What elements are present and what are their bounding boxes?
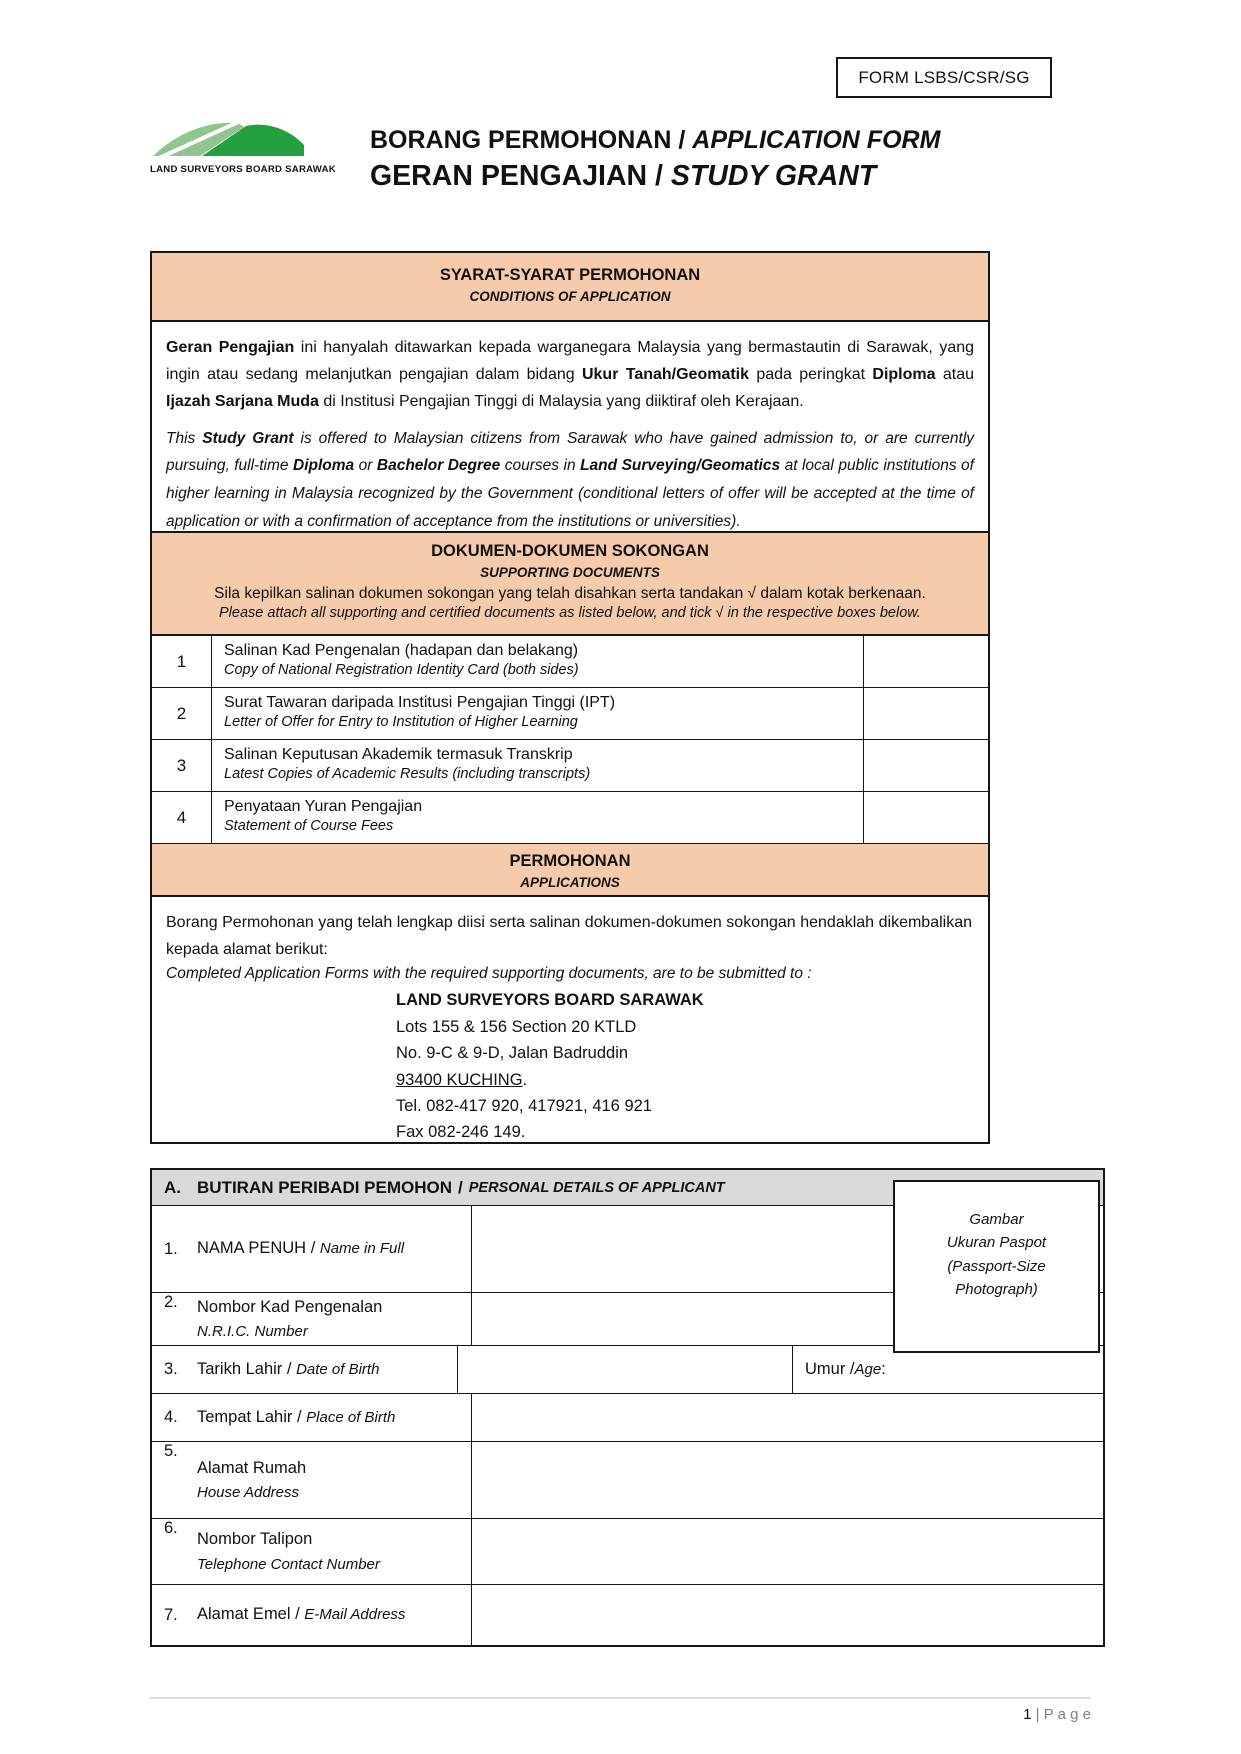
field-number: 5. xyxy=(164,1442,178,1460)
conditions-paragraph-en: This Study Grant is offered to Malaysian citizens from Sarawak who have gained admission to, or are currently pursuing, full-time Diploma or Bachelor Degree courses in Land Surveying/Geomatics at local public institutions of higher learning in Malaysia recognized by the Government (conditional letters of offer will be accepted at the time of application or with a confirmation of acceptance from the institutions or universities). xyxy=(166,429,975,531)
field-number: 2. xyxy=(164,1293,178,1311)
photo-box-caption-line: Gambar xyxy=(969,1211,1024,1228)
document-row-3 xyxy=(152,740,988,792)
form-title-line2: GERAN PENGAJIAN / STUDY GRANT xyxy=(370,160,877,192)
tick-box-cell-2[interactable] xyxy=(864,688,988,739)
field-label xyxy=(152,1206,472,1292)
title-ms1: BORANG PERMOHONAN xyxy=(370,126,672,154)
personal-details-row-4 xyxy=(152,1394,1103,1442)
field-name: Alamat Emel / E-Mail Address xyxy=(197,1605,406,1624)
title-en1: APPLICATION FORM xyxy=(692,126,941,154)
input-cell[interactable] xyxy=(472,1519,1103,1584)
document-name-en: Statement of Course Fees xyxy=(224,818,394,834)
address-line1: Lots 155 & 156 Section 20 KTLD xyxy=(396,1017,637,1036)
tick-box-cell-3[interactable] xyxy=(864,740,988,791)
photo-box-caption-line: Photograph) xyxy=(955,1280,1038,1298)
logo-graphic xyxy=(150,116,312,162)
document-description xyxy=(212,636,864,687)
field-name: Tempat Lahir / Place of Birth xyxy=(197,1407,396,1426)
conditions-body xyxy=(152,322,988,533)
personal-details-row-5 xyxy=(152,1442,1103,1519)
document-name-ms: Salinan Kad Pengenalan (hadapan dan belakang) xyxy=(224,642,579,659)
field-name: Tarikh Lahir / Date of Birth xyxy=(197,1359,380,1378)
title-ms2: GERAN PENGAJIAN xyxy=(370,160,648,192)
document-name-en: Letter of Offer for Entry to Institution of Higher Learning xyxy=(224,714,578,730)
field-number: 6. xyxy=(164,1519,178,1537)
section-a-title-ms: BUTIRAN PERIBADI PEMOHON xyxy=(197,1177,453,1197)
field-label xyxy=(152,1394,472,1441)
document-row-4 xyxy=(152,792,988,844)
conditions-header xyxy=(152,253,988,322)
address-name: LAND SURVEYORS BOARD SARAWAK xyxy=(396,991,704,1010)
photo-box-caption-line: (Passport-Size xyxy=(947,1257,1046,1275)
field-name: Alamat Rumah House Address xyxy=(197,1458,307,1502)
logo-caption: LAND SURVEYORS BOARD SARAWAK xyxy=(150,164,336,175)
document-number: 2 xyxy=(152,688,212,739)
logo xyxy=(150,116,336,175)
field-name: Nombor Talipon Telephone Contact Number xyxy=(197,1530,380,1573)
section-a-title-en: PERSONAL DETAILS OF APPLICANT xyxy=(468,1179,725,1196)
document-row-1 xyxy=(152,636,988,688)
document-row-2 xyxy=(152,688,988,740)
applications-title-ms: PERMOHONAN xyxy=(509,852,631,870)
field-number: 4. xyxy=(164,1408,178,1426)
field-label xyxy=(152,1585,472,1645)
field-label xyxy=(152,1442,472,1518)
title-en2: STUDY GRANT xyxy=(670,160,877,192)
applications-title-en: APPLICATIONS xyxy=(520,875,620,890)
field-number: 7. xyxy=(164,1605,178,1624)
photo-box[interactable] xyxy=(893,1180,1100,1353)
document-number: 3 xyxy=(152,740,212,791)
documents-title-ms: DOKUMEN-DOKUMEN SOKONGAN xyxy=(431,542,709,560)
address-phone: Tel. 082-417 920, 417921, 416 921 xyxy=(396,1096,652,1115)
main-table xyxy=(150,251,990,1144)
address-line2: No. 9-C & 9-D, Jalan Badruddin xyxy=(396,1044,629,1063)
document-name-ms: Salinan Keputusan Akademik termasuk Transkrip xyxy=(224,746,573,763)
documents-header xyxy=(152,533,988,636)
input-cell[interactable] xyxy=(472,1394,1103,1441)
conditions-title-en: CONDITIONS OF APPLICATION xyxy=(469,289,671,304)
applications-text-en: Completed Application Forms with the required supporting documents, are to be submitted to : xyxy=(166,965,812,983)
address-line3: 93400 KUCHING. xyxy=(396,1070,528,1089)
document-number: 4 xyxy=(152,792,212,843)
document-description xyxy=(212,688,864,739)
applications-text-ms: Borang Permohonan yang telah lengkap diisi serta salinan dokumen-dokumen sokongan hendaklah dikembalikan kepada alamat berikut: xyxy=(166,914,972,959)
document-description xyxy=(212,740,864,791)
field-label xyxy=(152,1519,472,1584)
conditions-paragraph-ms: Geran Pengajian ini hanyalah ditawarkan kepada warganegara Malaysia yang bermastautin di Sarawak, yang ingin atau sedang melanjutkan pengajian dalam bidang Ukur Tanah/Geomatik pada peringkat Diploma atau Ijazah Sarjana Muda di Institusi Pengajian Tinggi di Malaysia yang diiktiraf oleh Kerajaan. xyxy=(166,339,975,411)
field-label xyxy=(152,1346,458,1393)
field-name: Nombor Kad Pengenalan N.R.I.C. Number xyxy=(197,1297,383,1341)
personal-details-row-6 xyxy=(152,1519,1103,1585)
form-code: FORM LSBS/CSR/SG xyxy=(858,67,1030,87)
form-title xyxy=(370,128,940,191)
document-description xyxy=(212,792,864,843)
footer-divider xyxy=(150,1697,1091,1699)
documents-note-ms: Sila kepilkan salinan dokumen sokongan yang telah disahkan serta tandakan √ dalam kotak berkenaan. xyxy=(214,585,926,602)
input-cell[interactable] xyxy=(472,1585,1103,1645)
form-title-line1: BORANG PERMOHONAN / APPLICATION FORM xyxy=(370,126,941,154)
section-a-header: A. BUTIRAN PERIBADI PEMOHON / PERSONAL DETAILS OF APPLICANT xyxy=(152,1170,1103,1206)
document-name-ms: Penyataan Yuran Pengajian xyxy=(224,798,423,815)
applications-header xyxy=(152,844,988,897)
photo-box-caption-line: Ukuran Paspot xyxy=(946,1234,1047,1252)
documents-note-en: Please attach all supporting and certified documents as listed below, and tick √ in the respective boxes below. xyxy=(219,605,921,621)
input-cell[interactable] xyxy=(458,1346,793,1393)
conditions-title-ms: SYARAT-SYARAT PERMOHONAN xyxy=(439,266,701,284)
field-label xyxy=(152,1293,472,1345)
document-name-en: Latest Copies of Academic Results (including transcripts) xyxy=(224,766,591,782)
personal-details-row-7 xyxy=(152,1585,1103,1645)
documents-list xyxy=(152,636,988,844)
field-number: 1. xyxy=(164,1239,178,1258)
input-cell[interactable] xyxy=(472,1442,1103,1518)
documents-title-en: SUPPORTING DOCUMENTS xyxy=(480,565,660,580)
address-fax: Fax 082-246 149. xyxy=(396,1123,526,1142)
document-name-ms: Surat Tawaran daripada Institusi Pengajian Tinggi (IPT) xyxy=(224,694,616,711)
document-number: 1 xyxy=(152,636,212,687)
field-number: 3. xyxy=(164,1360,178,1378)
submission-address xyxy=(396,987,972,1142)
tick-box-cell-1[interactable] xyxy=(864,636,988,687)
field-name: NAMA PENUH / Name in Full xyxy=(197,1239,405,1258)
section-a-letter: A. xyxy=(164,1177,181,1197)
applications-body xyxy=(152,897,988,1142)
document-name-en: Copy of National Registration Identity Card (both sides) xyxy=(224,662,579,678)
age-cell[interactable]: Umur / Age : xyxy=(805,1360,886,1378)
tick-box-cell-4[interactable] xyxy=(864,792,988,843)
footer-page-number: 1 | P a g e xyxy=(1023,1706,1091,1723)
personal-details-row-3 xyxy=(152,1346,1103,1394)
form-code-box xyxy=(836,57,1052,98)
